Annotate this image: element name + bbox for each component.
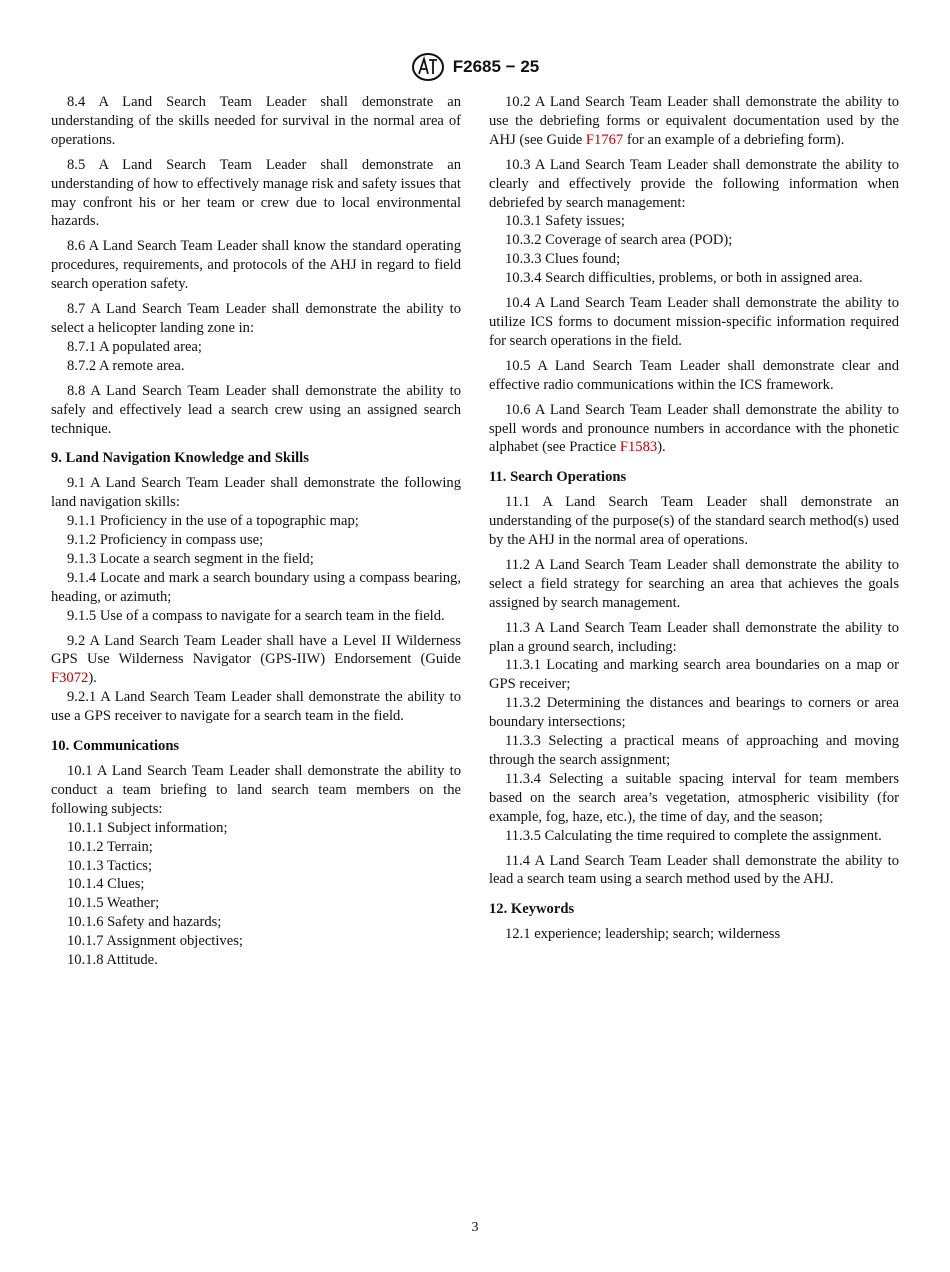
paragraph: 11.3.5 Calculating the time required to complete the assignment. (505, 827, 882, 844)
section-heading: 10. Communications (51, 738, 180, 755)
paragraph: 11.3.2 Determining the distances and bearings to corners or area boundary intersections; (489, 695, 899, 731)
paragraph: 8.7.1 A populated area; (67, 338, 202, 355)
standard-reference-link[interactable]: F1583 (619, 439, 658, 456)
astm-logo-icon (411, 52, 445, 82)
paragraph: 10.1.2 Terrain; (67, 838, 153, 855)
paragraph: 12.1 experience; leadership; search; wilderness (505, 926, 781, 943)
paragraph: 10.3.4 Search difficulties, problems, or both in assigned area. (505, 270, 863, 287)
section-heading: 12. Keywords (489, 901, 575, 918)
paragraph: 11.3.4 Selecting a suitable spacing interval for team members based on the search area’s vegetation, atmospheric visibility (for example, fog, haze, etc.), the time of day, and the season; (489, 770, 899, 825)
paragraph: 9.1.3 Locate a search segment in the field; (67, 550, 314, 567)
paragraph: 9.1.1 Proficiency in the use of a topographic map; (67, 513, 359, 530)
paragraph: 10.1.4 Clues; (67, 876, 145, 893)
paragraph: 10.1.7 Assignment objectives; (67, 933, 243, 950)
paragraph: 9.2.1 A Land Search Team Leader shall demonstrate the ability to use a GPS receiver to navigate for a search team in the field. (51, 689, 461, 725)
paragraph: 8.7 A Land Search Team Leader shall demonstrate the ability to select a helicopter landing zone in: (51, 301, 461, 336)
section-heading: 11. Search Operations (489, 469, 627, 486)
paragraph: 11.4 A Land Search Team Leader shall demonstrate the ability to lead a search team using a search method used by the AHJ. (489, 852, 899, 888)
standard-reference-link[interactable]: F3072 (51, 670, 89, 687)
paragraph: 8.5 A Land Search Team Leader shall demonstrate an understanding of how to effectively manage risk and safety issues that may confront his or her team or crew due to local environmental hazards. (51, 156, 461, 230)
paragraph: 10.3 A Land Search Team Leader shall demonstrate the ability to clearly and effectively provide the following information when debriefed by search management: (489, 156, 899, 211)
paragraph: 8.4 A Land Search Team Leader shall demonstrate an understanding of the skills needed for survival in the normal area of operations. (51, 94, 461, 148)
section-heading: 9. Land Navigation Knowledge and Skills (51, 450, 309, 467)
paragraph: 10.2 A Land Search Team Leader shall demonstrate the ability to use the debriefing forms or equivalent documentation used by the AHJ (see Guide F1767 for an example of a debriefing form). (489, 94, 899, 148)
standard-designation: F2685 − 25 (452, 57, 540, 76)
paragraph: 10.1.3 Tactics; (67, 857, 153, 874)
paragraph: 8.7.2 A remote area. (67, 357, 185, 374)
paragraph: 10.1.1 Subject information; (67, 819, 228, 836)
paragraph: 11.2 A Land Search Team Leader shall demonstrate the ability to select a field strategy for searching an area that achieves the goals assigned by search management. (489, 556, 899, 611)
paragraph: 9.1.5 Use of a compass to navigate for a search team in the field. (67, 607, 445, 624)
left-column (51, 93, 461, 970)
standard-reference-link[interactable]: F1767 (585, 131, 624, 148)
paragraph: 10.3.1 Safety issues; (505, 213, 625, 230)
paragraph: 11.3.1 Locating and marking search area boundaries on a map or GPS receiver; (489, 657, 899, 693)
page-number: 3 (471, 1220, 479, 1235)
paragraph: 10.1.8 Attitude. (67, 952, 158, 969)
paragraph: 10.6 A Land Search Team Leader shall demonstrate the ability to spell words and pronounce numbers in accordance with the phonetic alphabet (see Practice F1583). (489, 401, 899, 456)
page-header (0, 52, 950, 82)
paragraph: 10.5 A Land Search Team Leader shall demonstrate clear and effective radio communications within the ICS framework. (489, 357, 899, 393)
paragraph: 11.1 A Land Search Team Leader shall demonstrate an understanding of the purpose(s) of the standard search method(s) used by the AHJ in the normal area of operations. (489, 494, 899, 549)
paragraph: 10.3.2 Coverage of search area (POD); (505, 232, 733, 249)
paragraph: 9.2 A Land Search Team Leader shall have a Level II Wilderness GPS Use Wilderness Navigator (GPS-IIW) Endorsement (Guide F3072). (51, 632, 461, 687)
paragraph: 10.1 A Land Search Team Leader shall demonstrate the ability to conduct a team briefing to land search team members on the following subjects: (51, 763, 461, 817)
paragraph: 10.1.5 Weather; (67, 895, 160, 912)
paragraph: 9.1 A Land Search Team Leader shall demonstrate the following land navigation skills: (51, 475, 461, 511)
paragraph: 9.1.2 Proficiency in compass use; (67, 532, 264, 549)
paragraph: 10.4 A Land Search Team Leader shall demonstrate the ability to utilize ICS forms to document mission-specific information required for search operations in the field. (489, 295, 899, 349)
paragraph: 10.1.6 Safety and hazards; (67, 914, 222, 931)
paragraph: 10.3.3 Clues found; (505, 251, 621, 268)
paragraph: 8.8 A Land Search Team Leader shall demonstrate the ability to safely and effectively lead a search crew using an assigned search technique. (51, 382, 461, 437)
paragraph: 9.1.4 Locate and mark a search boundary using a compass bearing, heading, or azimuth; (51, 569, 461, 605)
paragraph: 11.3 A Land Search Team Leader shall demonstrate the ability to plan a ground search, including: (489, 619, 899, 655)
paragraph: 11.3.3 Selecting a practical means of approaching and moving through the search assignment; (489, 733, 899, 768)
right-column (489, 93, 899, 950)
paragraph: 8.6 A Land Search Team Leader shall know the standard operating procedures, requirements, and protocols of the AHJ in regard to field search operation safety. (51, 238, 461, 293)
